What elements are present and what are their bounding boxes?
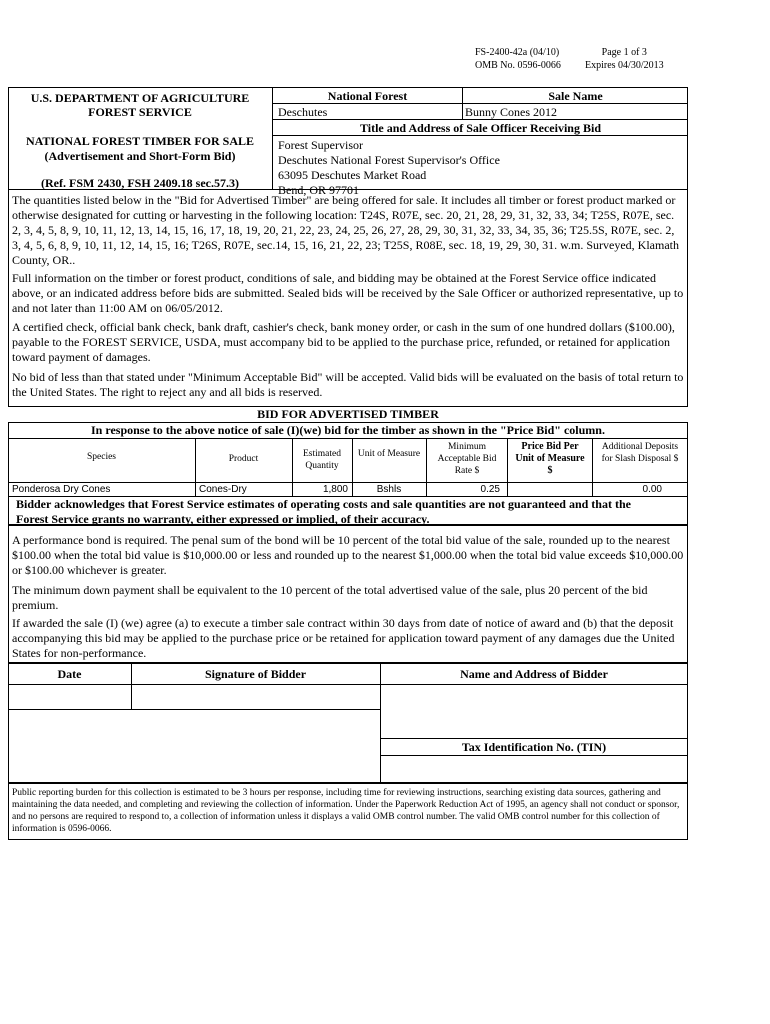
column-header-min-rate: Minimum Acceptable Bid Rate $	[437, 442, 497, 476]
service-name: FOREST SERVICE	[88, 105, 192, 119]
officer-line: 63095 Deschutes Market Road	[278, 168, 427, 182]
column-header-price-bid: Price Bid Per Unit of Measure $	[515, 441, 585, 476]
form-title: NATIONAL FOREST TIMBER FOR SALE	[25, 134, 255, 148]
form-subtitle: (Advertisement and Short-Form Bid)	[44, 149, 236, 163]
row-slash: 0.00	[642, 484, 662, 495]
signature-field[interactable]	[132, 685, 379, 708]
form-number-block	[475, 46, 561, 72]
notice-paragraph-location: The quantities listed below in the "Bid for Advertised Timber" are being offered for sale. It includes all timber or forest product marked or otherwise designated for cutting or harvesting in the following location: T24S, R07E, sec. 20, 21, 28, 29, 31, 32, 33, 34; T25S, R07E, sec. 2, 3, 4, 5, 8, 9, 10, 11, 12, 13, 14, 15, 16, 17, 18, 19, 20, 21, 22, 23, 24, 25, 26, 27, 28, 29, 30, 31, 32, 33, 34, 35, 36; T25.5S, R07E, sec. 2, 3, 4, 5, 6, 8, 9, 10, 11, 12, 14, 15, 16; T26S, R07E, sec.14, 15, 16, 21, 22, 23; T25S, R08E, sec. 18, 19, 29, 30, 31. w.m. Surveyed, Klamath County, OR..	[12, 193, 679, 267]
sale-name-value[interactable]: Bunny Cones 2012	[465, 105, 558, 119]
officer-line: Deschutes National Forest Supervisor's Office	[278, 153, 500, 167]
row-product: Cones-Dry	[199, 484, 247, 495]
terms-award-agreement: If awarded the sale (I) (we) agree (a) to execute a timber sale contract within 30 days from date of notice of award and (b) that the deposit accompanying this bid may be applied to the purchase price or be retained for application toward payment of any damages due the United States for non-performance.	[12, 616, 675, 660]
bidder-acknowledgement: Bidder acknowledges that Forest Service estimates of operating costs and sale quantities are not guaranteed and that the Forest Service grants no warranty, either expressed or implied, of their accuracy.	[16, 497, 631, 526]
department-name: U.S. DEPARTMENT OF AGRICULTURE	[30, 91, 250, 105]
tin-field[interactable]	[381, 756, 687, 782]
sale-officer-label: Title and Address of Sale Officer Receiving Bid	[359, 121, 601, 135]
reference-citation: (Ref. FSM 2430, FSH 2409.18 sec.57.3)	[41, 176, 239, 190]
column-header-unit: Unit of Measure	[357, 449, 421, 459]
sale-name-label: Sale Name	[548, 89, 603, 103]
signature-label: Signature of Bidder	[204, 667, 307, 681]
row-species: Ponderosa Dry Cones	[12, 484, 111, 495]
sale-officer-address[interactable]	[278, 138, 678, 198]
notice-paragraph-information: Full information on the timber or forest product, conditions of sale, and bidding may be obtained at the Forest Service office indicated above, or an indicated address before bids are submitted. Sealed bids will be received by the Sale Officer or authorized representative, up to and not later than 11:00 AM on 06/05/2012.	[12, 271, 684, 315]
name-address-label: Name and Address of Bidder	[460, 667, 608, 681]
date-label: Date	[57, 667, 82, 681]
row-unit: Bshls	[376, 484, 402, 495]
column-header-product: Product	[228, 454, 259, 464]
bid-instruction: In response to the above notice of sale (I)(we) bid for the timber as shown in the "Price Bid" column.	[91, 423, 605, 437]
page-info-block	[585, 46, 664, 72]
national-forest-value[interactable]: Deschutes	[278, 105, 328, 119]
officer-line: Forest Supervisor	[278, 138, 363, 152]
officer-line: Bend, OR 97701	[278, 183, 359, 197]
form-number: FS-2400-42a (04/10)	[475, 47, 560, 58]
column-header-slash: Additional Deposits for Slash Disposal $	[601, 442, 679, 464]
notice-paragraph-deposit: A certified check, official bank check, bank draft, cashier's check, bank money order, or cash in the sum of one hundred dollars ($100.00), payable to the FOREST SERVICE, USDA, must accompany bid to be applied to the purchase price, refunded, or retained for application toward payment of damages.	[12, 320, 675, 364]
omb-number: OMB No. 0596-0066	[475, 60, 561, 71]
date-field[interactable]	[9, 685, 130, 708]
expiration-date: Expires 04/30/2013	[585, 60, 664, 71]
tin-label: Tax Identification No. (TIN)	[461, 740, 607, 754]
burden-statement: Public reporting burden for this collection is estimated to be 3 hours per response, including time for reviewing instructions, searching existing data sources, gathering and maintaining the data needed, and completing and reviewing the collection of information. Under the Paperwork Reduction Act of 1995, an agency shall not conduct or sponsor, and no persons are required to respond to, a collection of information unless it displays a valid OMB control number. The valid OMB control number for this collection of information is 0596-0066.	[12, 788, 680, 834]
terms-performance-bond: A performance bond is required. The penal sum of the bond will be 10 percent of the total bid value of the sale, rounded up to the nearest $100.00 when the total bid value is $10,000.00 or less and rounded up to the nearest $1,000.00 when the total bid value exceeds $10,000.00 or $100.00 whichever is greater.	[12, 533, 684, 577]
row-quantity: 1,800	[322, 484, 348, 495]
bid-section-title: BID FOR ADVERTISED TIMBER	[257, 407, 439, 421]
row-min-rate: 0.25	[480, 484, 500, 495]
page-number: Page 1 of 3	[601, 47, 647, 58]
name-address-field[interactable]	[381, 685, 687, 737]
column-header-species: Species	[86, 452, 117, 462]
column-header-quantity: Estimated Quantity	[303, 449, 341, 471]
national-forest-label: National Forest	[327, 89, 408, 103]
notice-paragraph-minimum-bid: No bid of less than that stated under "Minimum Acceptable Bid" will be accepted. Valid bids will be evaluated on the basis of total return to the United States. The right to reject any and all bids is reserved.	[12, 370, 684, 399]
terms-down-payment: The minimum down payment shall be equivalent to the 10 percent of the total advertised value of the sale, plus 20 percent of the bid premium.	[12, 583, 648, 612]
